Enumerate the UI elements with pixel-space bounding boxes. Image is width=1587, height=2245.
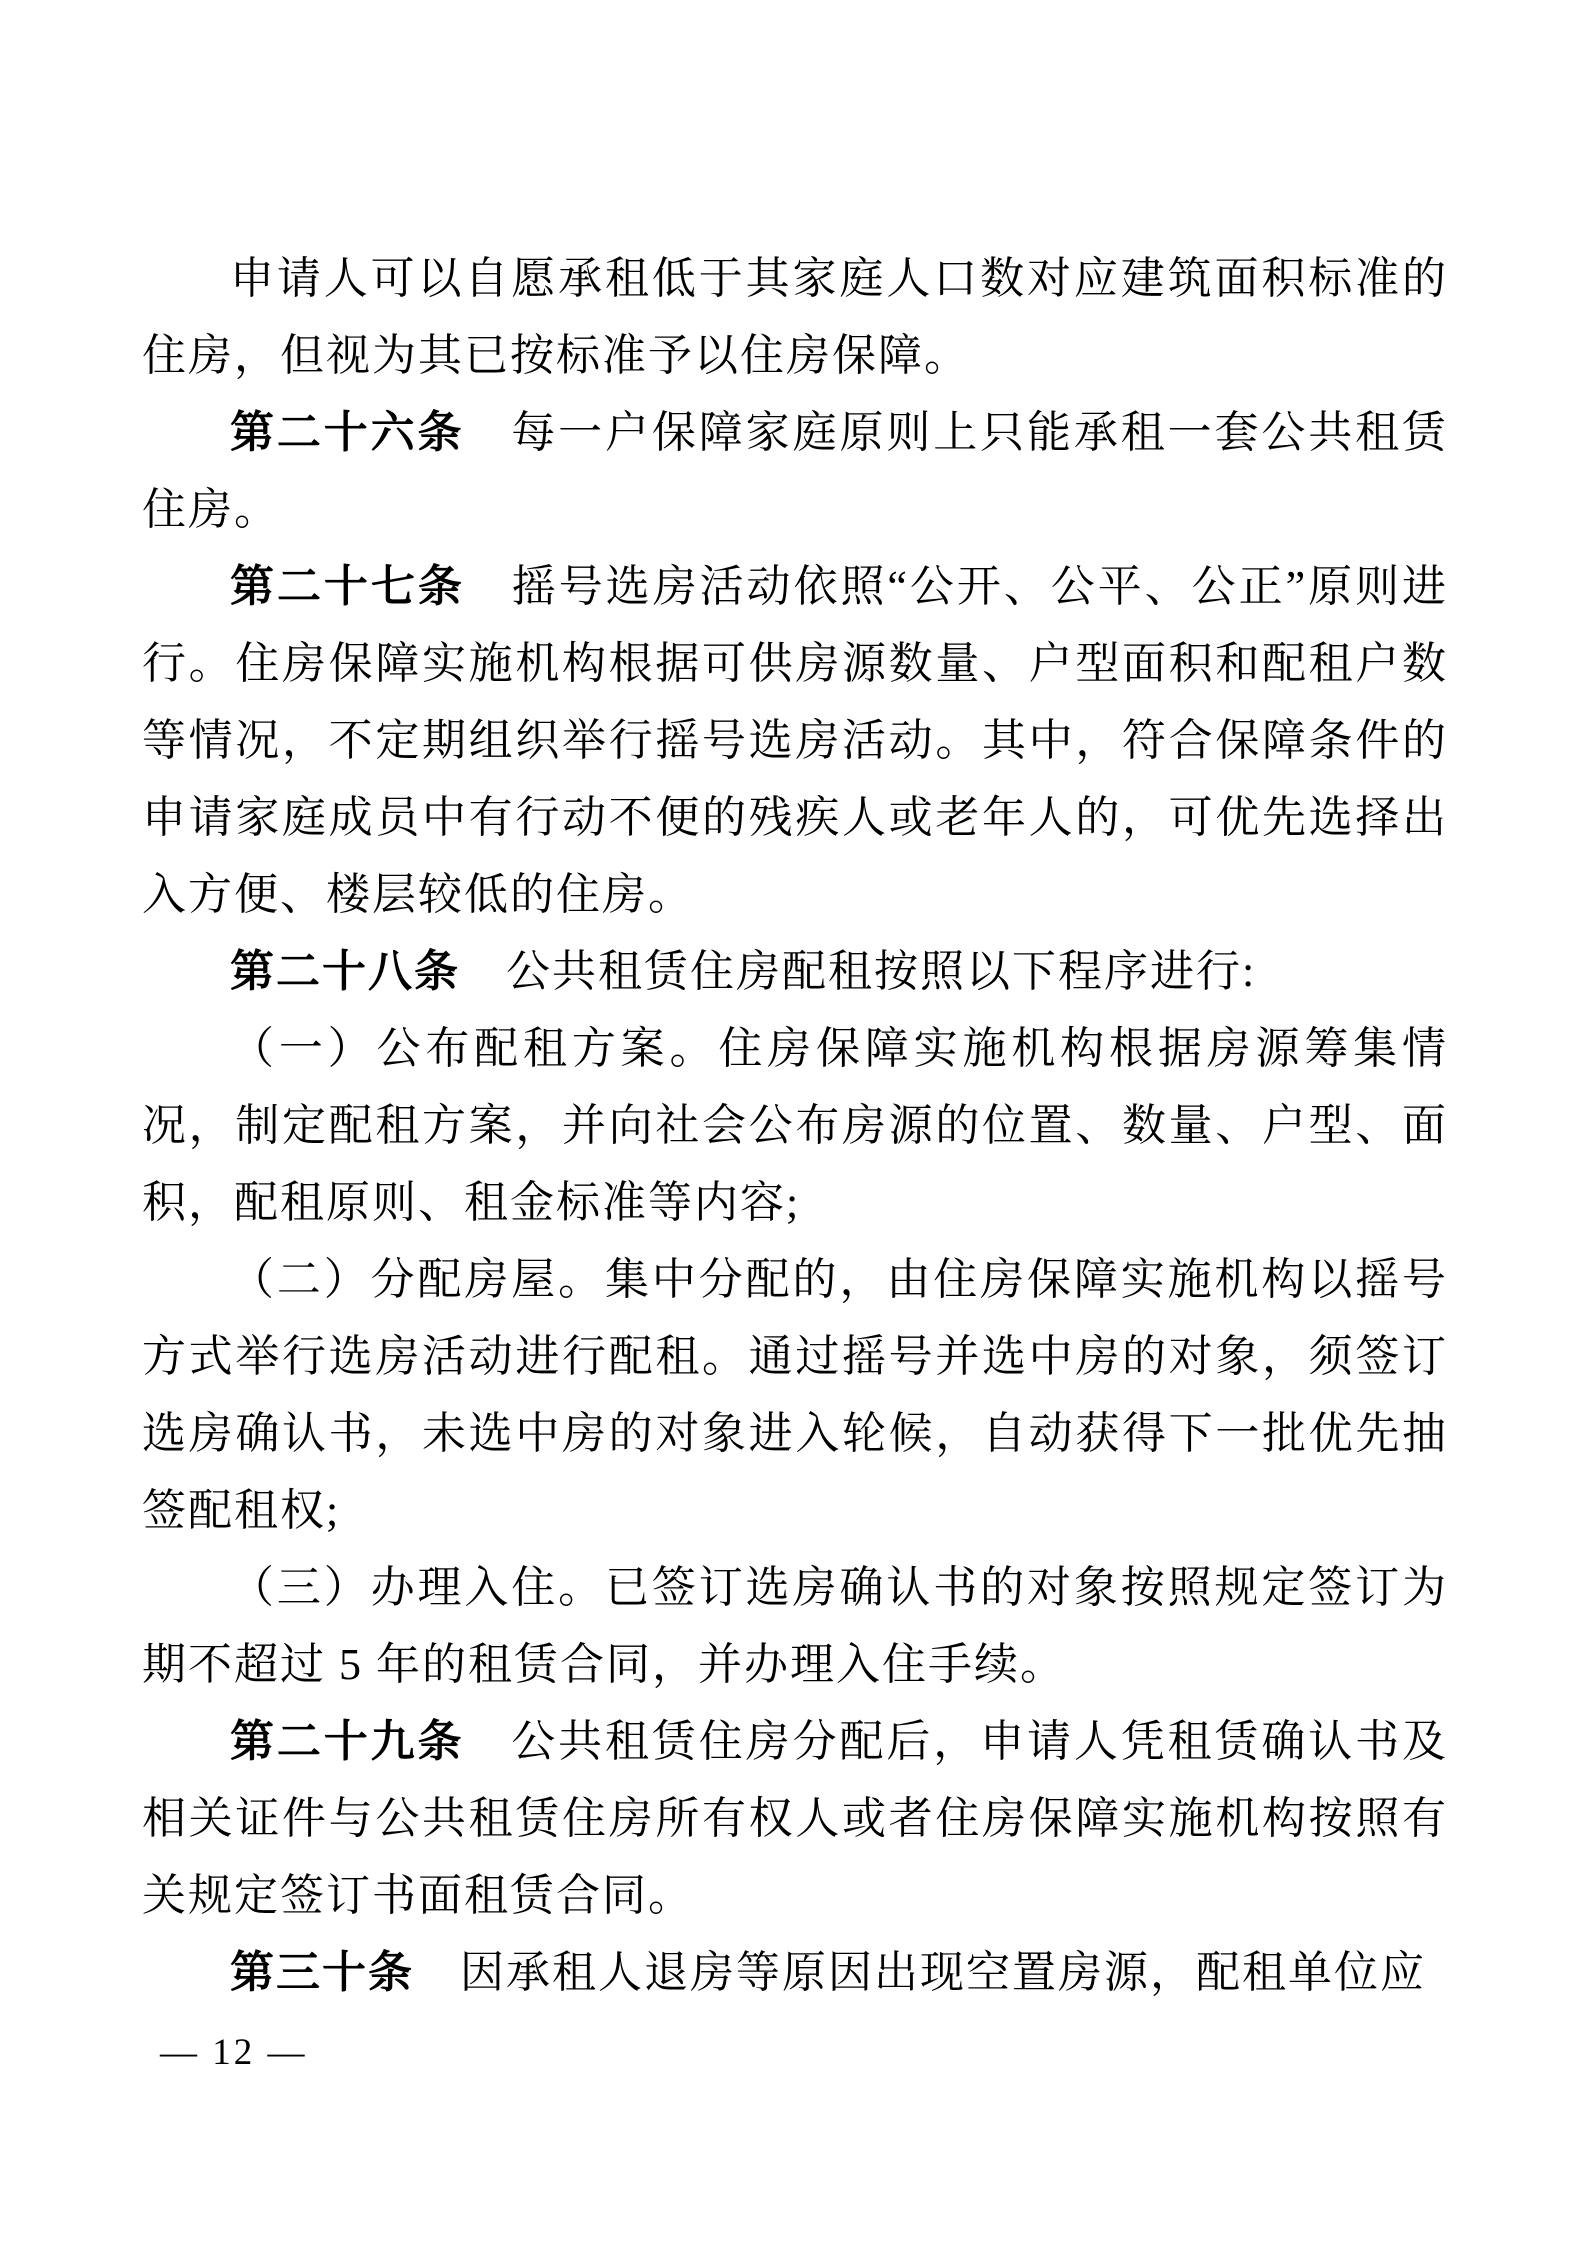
body-text: 公共租赁住房分配后，申请人凭租赁确认书及相关证件与公共租赁住房所有权人或者住房保障实施机构按照有关规定签订书面租赁合同。 — [142, 1717, 1449, 1920]
body-text: 申请人可以自愿承租低于其家庭人口数对应建筑面积标准的住房，但视为其已按标准予以住房保障。 — [142, 254, 1448, 380]
article-number: 第二十九条 — [230, 1717, 465, 1766]
article-number: 第三十条 — [230, 1948, 414, 1997]
body-text: 每一户保障家庭原则上只能承租一套公共租赁住房。 — [142, 408, 1449, 534]
paragraph — [142, 1934, 1448, 2011]
body-text: （二）分配房屋。集中分配的，由住房保障实施机构以摇号方式举行选房活动进行配租。通过摇号并选中房的对象，须签订选房确认书，未选中房的对象进入轮候，自动获得下一批优先抽签配租权; — [142, 1255, 1448, 1535]
paragraph — [142, 1703, 1448, 1934]
body-text: （一）公布配租方案。住房保障实施机构根据房源筹集情况，制定配租方案，并向社会公布房源的位置、数量、户型、面积，配租原则、租金标准等内容; — [142, 1024, 1448, 1227]
body-text: （三）办理入住。已签订选房确认书的对象按照规定签订为期不超过 5 年的租赁合同，并办理入住手续。 — [142, 1563, 1448, 1689]
article-number: 第二十六条 — [230, 408, 465, 457]
body-text: 公共租赁住房配租按照以下程序进行: — [460, 947, 1257, 996]
paragraph — [142, 240, 1448, 394]
body-text: 摇号选房活动依照“公开、公平、公正”原则进行。住房保障实施机构根据可供房源数量、户型面积和配租户数等情况，不定期组织举行摇号选房活动。其中，符合保障条件的申请家庭成员中有行动不便的残疾人或老年人的，可优先选择出入方便、楼层较低的住房。 — [142, 562, 1448, 919]
paragraph — [142, 394, 1448, 548]
paragraph — [142, 1549, 1448, 1703]
body-text: 因承租人退房等原因出现空置房源，配租单位应 — [414, 1948, 1426, 1997]
paragraph — [142, 1241, 1448, 1549]
paragraph — [142, 933, 1448, 1010]
page-number: — 12 — — [160, 2032, 308, 2073]
paragraph — [142, 548, 1448, 933]
paragraph — [142, 1010, 1448, 1241]
document-body — [142, 240, 1448, 2011]
article-number: 第二十八条 — [230, 947, 460, 996]
article-number: 第二十七条 — [230, 562, 465, 611]
